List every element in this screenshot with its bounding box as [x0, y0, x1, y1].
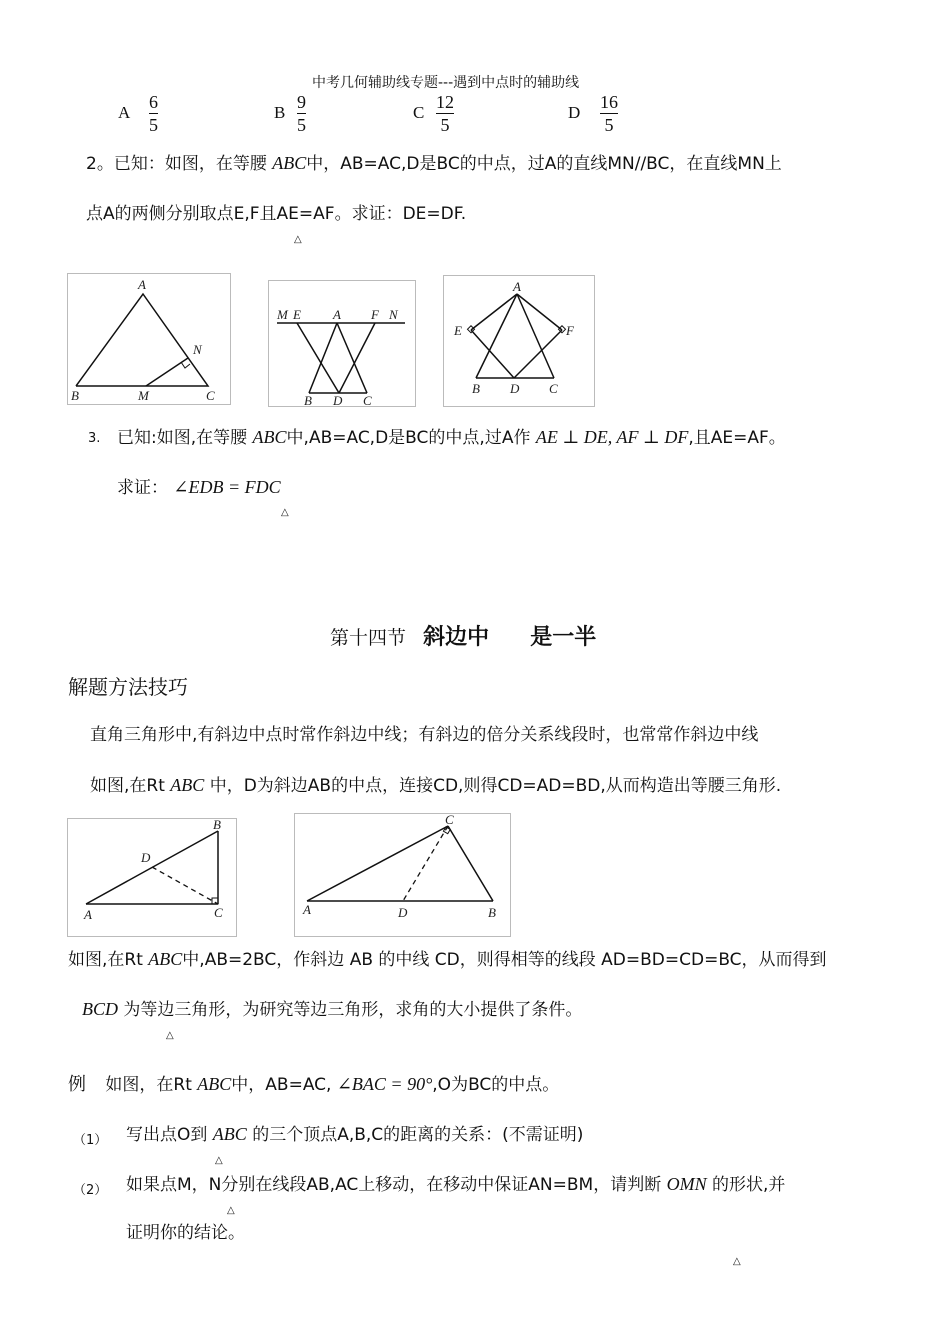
- option-c-letter: C: [413, 103, 425, 122]
- para2-triangle-bcd: BCD: [82, 999, 118, 1019]
- section-title: [330, 620, 596, 651]
- para2-text-a: 如图,在Rt: [68, 950, 143, 970]
- fig2-label-f: F: [371, 307, 379, 322]
- example-part2: [126, 1173, 785, 1196]
- q3-perpendicular-condition: AE ⊥ DE, AF ⊥ DF: [535, 427, 689, 447]
- example-triangle-name: ABC: [197, 1074, 232, 1094]
- triangle-symbol: △: [294, 234, 302, 245]
- option-b-numerator: 9: [297, 92, 306, 112]
- fig3-label-f: F: [566, 323, 574, 338]
- fig4-label-c: C: [214, 905, 223, 920]
- option-c-denominator: 5: [440, 115, 450, 135]
- q3-triangle-name: ABC: [252, 427, 287, 447]
- fig1-label-b: B: [71, 388, 79, 403]
- example-part2-c: 证明你的结论。: [126, 1223, 245, 1243]
- fig5-label-d: D: [398, 905, 408, 920]
- option-b-fraction: [297, 92, 306, 135]
- q3-number: 3.: [88, 431, 101, 446]
- methods-triangle-name: ABC: [170, 775, 205, 795]
- page-header: 中考几何辅助线专题---遇到中点时的辅助线: [312, 75, 580, 91]
- figure-2-svg: [269, 281, 415, 406]
- figure-3-svg: [444, 276, 594, 406]
- option-d-letter: D: [568, 103, 581, 122]
- fig5-label-b: B: [488, 905, 496, 920]
- figure-3: [443, 275, 595, 407]
- q3-text-b: 中,AB=AC,D是BC的中点,过A作: [286, 428, 531, 448]
- figure-4: [67, 818, 237, 937]
- methods-heading: 解题方法技巧: [68, 675, 188, 699]
- fig2-label-a: A: [333, 307, 341, 322]
- triangle-symbol: △: [733, 1256, 741, 1267]
- q2-text-a: 2。已知：如图，在等腰: [86, 154, 267, 174]
- q2-line1: [86, 152, 782, 175]
- fig2-label-d: D: [333, 393, 343, 406]
- fig3-label-b: B: [472, 381, 480, 396]
- figure-5: [294, 813, 511, 937]
- methods-line1: 直角三角形中,有斜边中点时常作斜边中线；有斜边的倍分关系线段时，也常常作斜边中线: [90, 725, 759, 745]
- fig3-label-e: E: [454, 323, 462, 338]
- option-d-numerator: 16: [600, 92, 618, 112]
- triangle-symbol: △: [215, 1155, 223, 1166]
- option-c-fraction: [436, 92, 454, 135]
- q3-text-c: ,且AE=AF。: [688, 428, 786, 448]
- figure-2: [268, 280, 416, 407]
- option-c-numerator: 12: [436, 92, 454, 112]
- fig2-label-n: N: [389, 307, 398, 322]
- fig3-label-d: D: [510, 381, 520, 396]
- section-number: 第十四节: [330, 628, 407, 649]
- option-a-fraction: [149, 92, 158, 135]
- example-part1: [126, 1123, 583, 1146]
- fig1-label-n: N: [193, 342, 202, 357]
- fig2-label-e: E: [293, 307, 301, 322]
- fig1-label-a: A: [138, 277, 146, 292]
- q3-text-a: 已知:如图,在等腰: [117, 428, 248, 448]
- example-text-b: 中，AB=AC,: [231, 1075, 332, 1095]
- example-part1-number: （1）: [73, 1133, 108, 1148]
- example-part2-b: 的形状,并: [712, 1175, 786, 1195]
- fig3-label-c: C: [549, 381, 558, 396]
- fig1-label-c: C: [206, 388, 215, 403]
- triangle-symbol: △: [166, 1030, 174, 1041]
- option-a-denominator: 5: [149, 115, 158, 135]
- methods-line2: [90, 774, 781, 797]
- para2-text-b: 中,AB=2BC，作斜边 AB 的中线 CD，则得相等的线段 AD=BD=CD=BC，从而得到: [182, 950, 827, 970]
- q2-triangle-name: ABC: [272, 153, 307, 173]
- methods-line2-a: 如图,在Rt: [90, 776, 165, 796]
- para2-line2: [82, 998, 582, 1021]
- example-part2-a: 如果点M，N分别在线段AB,AC上移动，在移动中保证AN=BM，请判断: [126, 1175, 662, 1195]
- fig2-label-m: M: [277, 307, 288, 322]
- example-text-c: ,O为BC的中点。: [432, 1075, 560, 1095]
- q3-formula: ∠EDB = FDC: [173, 477, 281, 497]
- q3-prove-label: 求证：: [117, 478, 168, 498]
- example-part1-b: 的三个顶点A,B,C的距离的关系：(不需证明): [252, 1125, 584, 1145]
- example-part2-triangle: OMN: [666, 1174, 707, 1194]
- option-a-numerator: 6: [149, 92, 158, 112]
- section-title-part1: 斜边中: [423, 625, 490, 650]
- example-part1-triangle: ABC: [212, 1124, 247, 1144]
- example-part2-number: （2）: [73, 1183, 108, 1198]
- section-title-part2: 是一半: [530, 625, 597, 650]
- option-b-denominator: 5: [297, 115, 306, 135]
- fig4-label-a: A: [84, 907, 92, 922]
- figure-4-svg: [68, 819, 236, 936]
- q2-line2: 点A的两侧分别取点E,F且AE=AF。求证：DE=DF.: [86, 204, 467, 224]
- option-d-denominator: 5: [604, 115, 614, 135]
- example-line: [68, 1073, 559, 1096]
- fig2-label-b: B: [304, 393, 312, 406]
- fig4-label-b: B: [213, 819, 221, 832]
- q2-text-b: 中，AB=AC,D是BC的中点，过A的直线MN//BC，在直线MN上: [306, 154, 782, 174]
- figure-5-svg: [295, 814, 510, 936]
- methods-line2-b: 中，D为斜边AB的中点，连接CD,则得CD=AD=BD,从而构造出等腰三角形.: [209, 776, 782, 796]
- fig4-label-d: D: [141, 850, 151, 865]
- q3-line1: [117, 426, 786, 449]
- para2-text-c: 为等边三角形，为研究等边三角形，求角的大小提供了条件。: [123, 1000, 583, 1020]
- para2-triangle-name: ABC: [148, 949, 183, 969]
- triangle-symbol: △: [227, 1205, 235, 1216]
- example-angle: ∠BAC = 90°: [336, 1074, 433, 1094]
- fig5-label-a: A: [303, 902, 311, 917]
- fig3-label-a: A: [513, 279, 521, 294]
- q3-line2: [117, 476, 281, 499]
- fig1-label-m: M: [138, 388, 149, 403]
- fig5-label-c: C: [445, 814, 454, 827]
- option-d-fraction: [600, 92, 618, 135]
- para2-line1: [68, 948, 827, 971]
- triangle-symbol: △: [281, 507, 289, 518]
- figure-1: [67, 273, 231, 405]
- example-part1-a: 写出点O到: [126, 1125, 208, 1145]
- example-label: 例: [68, 1074, 86, 1095]
- figure-1-svg: [68, 274, 230, 404]
- fig2-label-c: C: [363, 393, 372, 406]
- option-a-letter: A: [118, 103, 131, 122]
- example-text-a: 如图，在Rt: [105, 1075, 192, 1095]
- option-b-letter: B: [274, 103, 286, 122]
